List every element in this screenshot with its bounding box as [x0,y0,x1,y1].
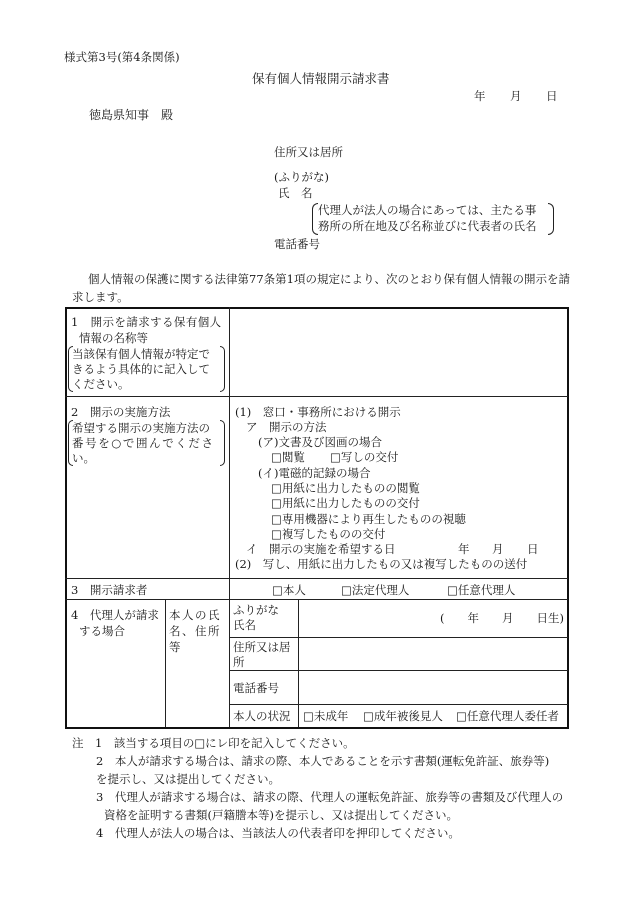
row-divider-1 [65,396,568,397]
principal-status-label: 本人の状況 [233,709,291,723]
row1-note-line2: きるよう具体的に記入して [72,362,210,376]
intro-line-2: 求します。 [72,290,129,304]
requester-legal-agent-checkbox[interactable]: □法定代理人 [341,583,410,597]
phone-label: 電話番号 [274,237,320,251]
furigana-label: (ふりがな) [274,170,329,184]
status-minor-checkbox[interactable]: □未成年 [303,709,349,723]
row2-note-line3: い。 [72,451,95,465]
note-2-line1: 2 本人が請求する場合は、請求の際、本人であることを示す書類(運転免許証、旅券等) [96,754,550,768]
row1-note-line1: 当該保有個人情報が特定で [72,347,210,361]
note-4: 4 代理人が法人の場合は、当該法人の代表者印を押印してください。 [96,826,460,840]
electronic-deliver-checkbox[interactable]: □用紙に出力したものの交付 [271,496,420,510]
row1-label-line2: 情報の名称等 [79,331,148,345]
principal-label-line2: 名、住所 [169,624,221,638]
row-divider-3 [65,599,568,600]
note-2-line2: を提示し、又は提出してください。 [96,772,280,786]
principal-label-line3: 等 [169,640,181,654]
principal-phone-label: 電話番号 [233,681,279,695]
electronic-heading: (イ)電磁的記録の場合 [258,466,371,480]
table-border-right [567,307,569,729]
electronic-playback-checkbox[interactable]: □専用機器により再生したものの視聴 [271,512,466,526]
principal-name-label: 氏名 [233,618,256,632]
row1-entry-field[interactable] [231,309,565,394]
method1-a-heading: ア 開示の方法 [246,420,327,434]
row1-note-line3: ください。 [72,377,130,391]
col-divider-main [229,307,230,599]
row4-col-divider-c [298,599,299,727]
note-3-line2: 資格を証明する書類(戸籍謄本等)を提示し、又は提出してください。 [104,808,458,822]
note-1: 注 1 該当する項目の□にレ印を記入してください。 [72,736,355,750]
row4-line-3 [229,704,568,705]
table-border-bottom [65,727,569,729]
preferred-date-day[interactable]: 日 [527,542,539,556]
page-title: 保有個人情報開示請求書 [252,71,390,86]
corp-note-line2: 務所の所在地及び名称並びに代表者の氏名 [318,219,537,233]
date-month: 月 [510,89,522,103]
principal-label-line1: 本人の氏 [169,608,221,622]
name-label: 氏 名 [278,186,313,200]
right-bracket [548,203,554,235]
row1-note-bracket-right [220,346,225,392]
corp-note-line1: 代理人が法人の場合にあっては、主たる事 [318,203,537,217]
form-number: 様式第3号(第4条関係) [64,50,180,64]
intro-line-1: 個人情報の保護に関する法律第77条第1項の規定により、次のとおり保有個人情報の開示を請 [88,272,570,286]
method2-option[interactable]: (2) 写し、用紙に出力したもの又は複写したものの送付 [235,557,528,571]
principal-address-label-line2: 所 [233,655,245,669]
note-3-line1: 3 代理人が請求する場合は、請求の際、代理人の運転免許証、旅券等の書類及び代理人の [96,790,564,804]
row1-label-line1: 1 開示を請求する保有個人 [71,315,222,329]
row2-note-bracket-right [220,420,225,466]
address-label: 住所又は居所 [274,145,343,159]
row4-label-line1: 4 代理人が請求 [71,608,159,622]
row2-note-line1: 希望する開示の実施方法の [72,421,210,435]
electronic-copy-checkbox[interactable]: □複写したものの交付 [271,527,386,541]
date-day: 日 [546,89,558,103]
docs-heading: (ア)文書及び図画の場合 [258,435,382,449]
row2-note-line2: 番号を○で囲んでくださ [72,436,215,450]
doc-view-checkbox[interactable]: □閲覧 [271,450,305,464]
preferred-date-month[interactable]: 月 [492,542,504,556]
row4-line-1 [229,637,568,638]
method1-i-heading: イ 開示の実施を希望する日 [246,542,396,556]
row3-label: 3 開示請求者 [71,583,148,597]
requester-self-checkbox[interactable]: □本人 [272,583,306,597]
addressee: 徳島県知事 殿 [89,108,174,122]
row4-line-2 [229,670,568,671]
status-delegator-checkbox[interactable]: □任意代理人委任者 [456,709,559,723]
row4-label-line2: する場合 [79,624,125,638]
electronic-view-checkbox[interactable]: □用紙に出力したものの閲覧 [271,481,420,495]
status-adult-ward-checkbox[interactable]: □成年被後見人 [363,709,443,723]
preferred-date-year[interactable]: 年 [458,542,470,556]
table-border-left [65,307,67,729]
principal-address-field[interactable] [300,639,566,669]
doc-copy-checkbox[interactable]: □写しの交付 [330,450,399,464]
row-divider-2 [65,578,568,579]
requester-voluntary-agent-checkbox[interactable]: □任意代理人 [447,583,516,597]
row4-col-divider-a [165,599,166,727]
principal-birthdate[interactable]: ( 年 月 日生) [440,611,564,625]
method1-heading[interactable]: (1) 窓口・事務所における開示 [235,405,401,419]
date-year: 年 [474,89,486,103]
principal-furigana-label: ふりがな [233,603,279,617]
row4-col-divider-b [229,599,230,727]
principal-phone-field[interactable] [300,672,566,703]
row2-label: 2 開示の実施方法 [71,405,171,419]
principal-address-label-line1: 住所又は居 [233,640,291,654]
